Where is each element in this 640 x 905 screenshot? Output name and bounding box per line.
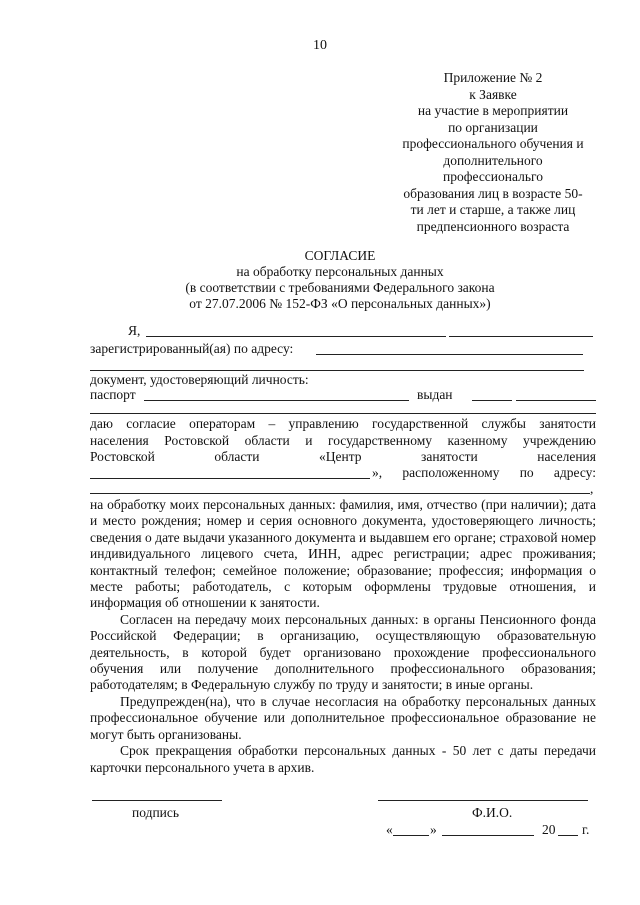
consent-line: [90, 416, 596, 432]
document-title: [90, 248, 590, 312]
title-heading: СОГЛАСИЕ: [304, 248, 376, 263]
word: Ростовской: [164, 433, 230, 448]
title-law-reference: от 27.07.2006 № 152-ФЗ «О персональных данных»): [189, 296, 491, 311]
word: области: [244, 433, 290, 448]
word: учреждению: [522, 433, 596, 448]
i-label: Я,: [128, 323, 141, 338]
date-year-field[interactable]: [558, 835, 578, 836]
word: Ростовской: [90, 449, 155, 464]
employment-center-name-field[interactable]: [90, 478, 370, 479]
word: службы: [481, 416, 526, 431]
consent-line: [90, 433, 596, 449]
word: »,: [372, 465, 383, 480]
date-close-quote: »: [430, 822, 437, 837]
issued-label: выдан: [417, 387, 453, 402]
fio-field[interactable]: [378, 800, 588, 801]
appendix-line: к Заявке: [469, 86, 517, 102]
appendix-line: дополнительного: [443, 152, 543, 168]
year-prefix: 20: [542, 822, 556, 837]
operator-address-field[interactable]: [90, 493, 590, 494]
consent-line: [372, 465, 596, 481]
word: населения: [90, 433, 149, 448]
appendix-header: [378, 70, 608, 235]
word: и: [305, 433, 313, 448]
registered-label: зарегистрированный(ая) по адресу:: [90, 341, 294, 356]
word: государственной: [372, 416, 469, 431]
word: –: [268, 416, 276, 431]
passport-label: паспорт: [90, 387, 136, 402]
word: занятости: [421, 449, 478, 464]
appendix-line: профессиональго: [443, 169, 543, 184]
date-open-quote: «: [386, 822, 393, 837]
consent-body: [90, 497, 596, 776]
term-paragraph: Срок прекращения обработки персональных данных - 50 лет с даты передачи карточки персонального учета в архив.: [90, 743, 596, 775]
appendix-line: профессионального обучения и: [402, 136, 584, 151]
page-number: 10: [313, 38, 327, 53]
word: населения: [537, 449, 596, 464]
personal-data-list: на обработку моих персональных данных: фамилия, имя, отчество (при наличии); дата и место рождения; номер и серия основного документа, удостоверяющего личность; сведения о дате выдачи указанного документа и выдавшем его органе; страховой номер индивидуального лицевого счета, ИНН, адрес регистрации; адрес проживания; контактный телефон; семейное положение; образование; профессия; информация о месте работы; работодатель, с которым оформлены трудовые отношения, и информация об отношении к занятости.: [90, 497, 596, 611]
comma: ,: [590, 481, 594, 496]
appendix-line: по организации: [448, 119, 538, 135]
title-law-reference: (в соответствии с требованиями Федерального закона: [185, 280, 495, 295]
fio-label: Ф.И.О.: [472, 805, 513, 820]
date-month-field[interactable]: [442, 835, 534, 836]
year-suffix: г.: [582, 822, 590, 837]
appendix-line: на участие в мероприятии: [417, 103, 569, 118]
word: операторам: [189, 416, 256, 431]
name-field-extra[interactable]: [449, 336, 593, 337]
issued-date-field[interactable]: [472, 400, 512, 401]
issued-by-field[interactable]: [516, 400, 596, 401]
address-field[interactable]: [316, 354, 583, 355]
word: согласие: [126, 416, 176, 431]
transfer-paragraph: Согласен на передачу моих персональных данных: в органы Пенсионного фонда Российской Федерации; в организацию, осуществляющую образовательную деятельность, в которой будет организовано прохождение профессионального обучения или получение дополнительного профессионального образования; работодателям; в Федеральную службу по труду и занятости; в иные органы.: [90, 611, 596, 693]
word: «Центр: [319, 449, 362, 464]
word: даю: [90, 416, 113, 431]
word: казенному: [447, 433, 508, 448]
name-field[interactable]: [146, 336, 446, 337]
signature-label: подпись: [132, 805, 180, 820]
appendix-line: ти лет и старше, а также лиц: [410, 202, 576, 217]
word: занятости: [539, 416, 596, 431]
appendix-line: Приложение № 2: [443, 70, 543, 85]
passport-number-field[interactable]: [144, 400, 409, 401]
appendix-line: предпенсионного возраста: [416, 218, 570, 234]
warning-paragraph: Предупрежден(на), что в случае несогласия на обработку персональных данных профессиональное обучение или дополнительное профессиональное образование не могут быть организованы.: [90, 693, 596, 742]
title-subtitle: на обработку персональных данных: [236, 264, 444, 279]
document-label: документ, удостоверяющий личность:: [90, 372, 309, 387]
address-field-line2[interactable]: [90, 370, 584, 371]
appendix-line: образования лиц в возрасте 50-: [403, 185, 583, 201]
word: адресу:: [553, 465, 596, 480]
date-day-field[interactable]: [393, 835, 429, 836]
consent-line: [90, 449, 596, 465]
signature-field[interactable]: [92, 800, 222, 801]
word: расположенному: [402, 465, 500, 480]
word: по: [519, 465, 534, 480]
issued-by-field-line2[interactable]: [90, 413, 596, 414]
word: государственному: [328, 433, 433, 448]
word: области: [214, 449, 260, 464]
word: управлению: [288, 416, 359, 431]
